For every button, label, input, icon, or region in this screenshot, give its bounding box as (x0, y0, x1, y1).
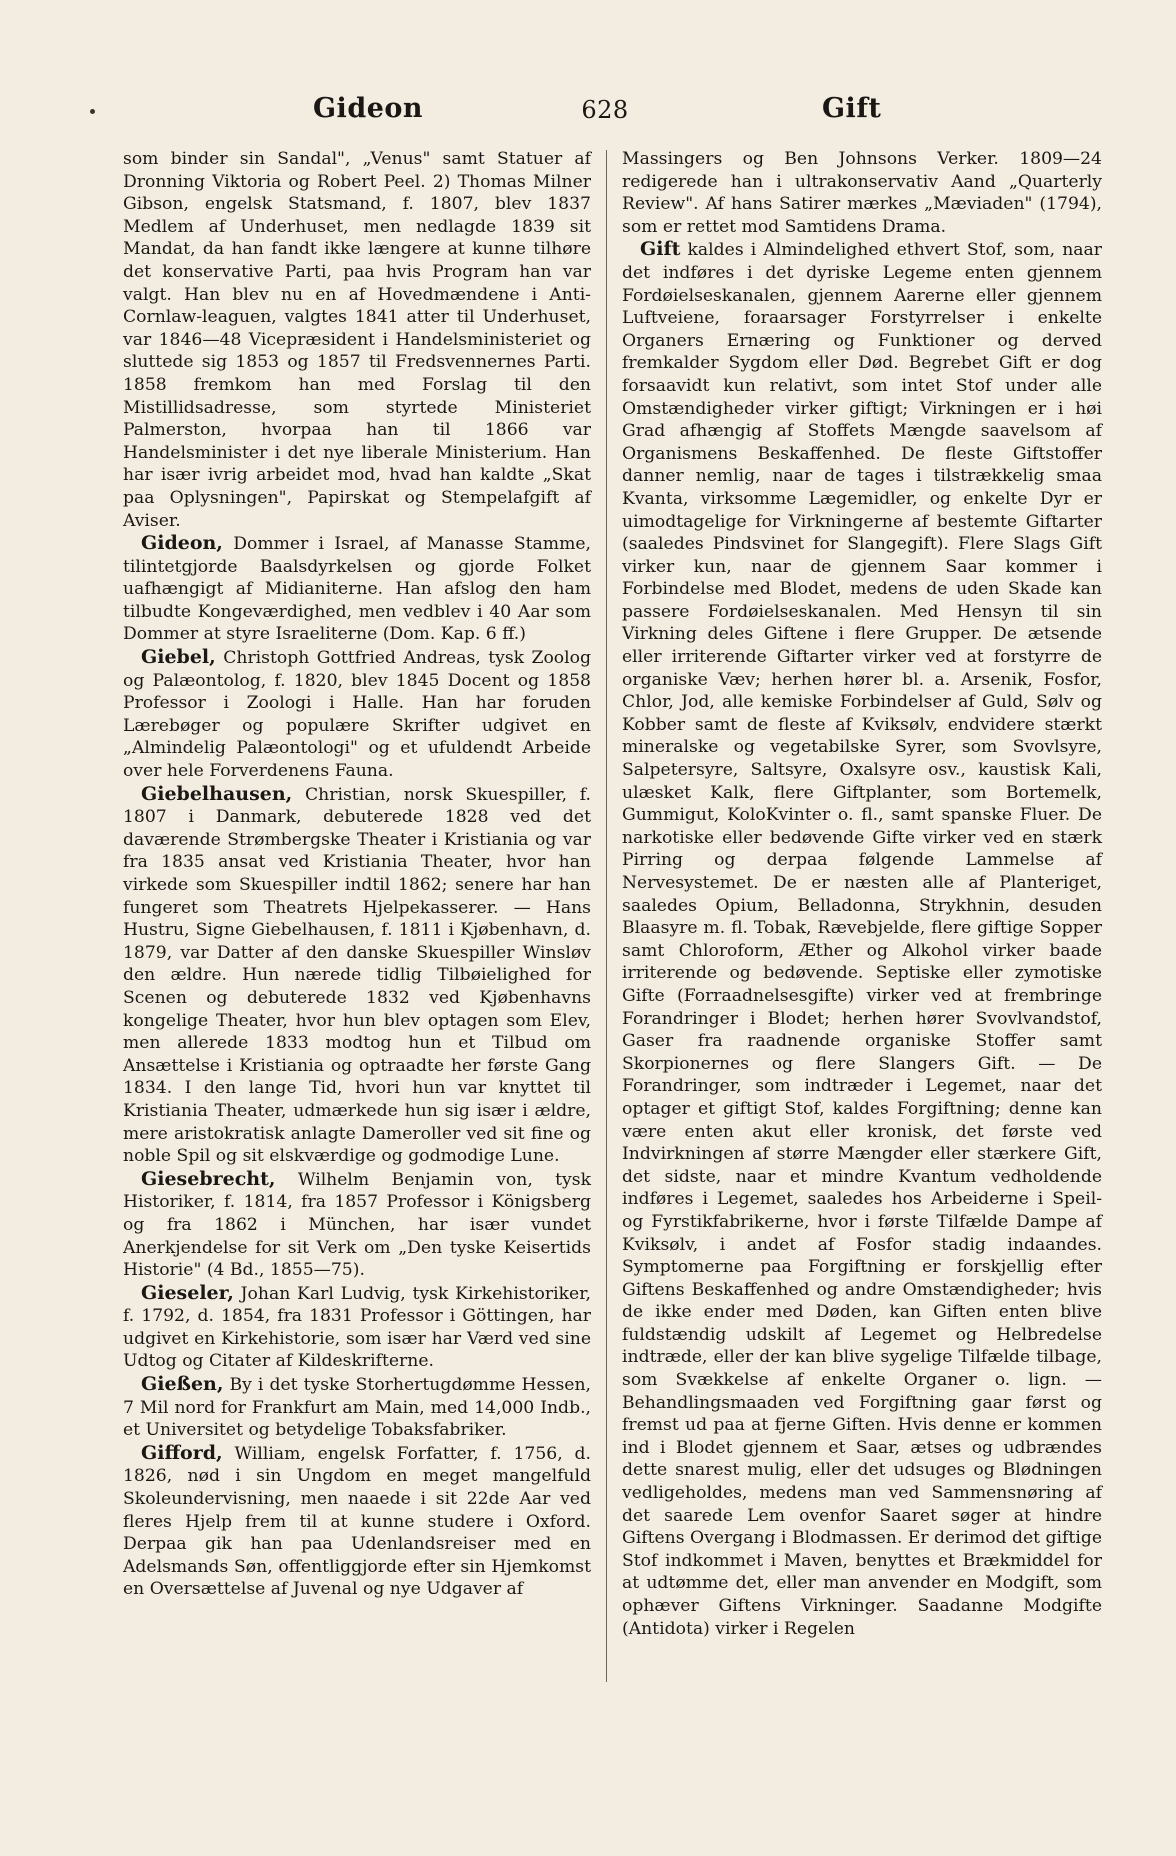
entry-giebel (123, 646, 591, 783)
left-column (123, 148, 591, 1601)
running-head-right: Gift (822, 93, 882, 124)
headword: Gießen, (141, 1373, 224, 1396)
headword: Gideon, (141, 532, 223, 555)
entry-gifford (123, 1442, 591, 1601)
entry-giesebrecht (123, 1168, 591, 1282)
headword: Giebel, (141, 646, 216, 669)
entry-gideon (123, 532, 591, 646)
entry-continuation (123, 148, 591, 532)
entry-body: Massingers og Ben Johnsons Verker. 1809—24 redigerede han i ultrakonservativ Aand „Quarterly Review". Af hans Satirer mærkes „Mæviaden" (1794), som er rettet mod Samtidens Drama. (622, 149, 1102, 237)
headword: Giesebrecht, (141, 1167, 276, 1190)
entry-gift (622, 238, 1102, 1640)
entry-giessen (123, 1373, 591, 1442)
headword: Gifford, (141, 1441, 223, 1464)
entry-body: By i det tyske Storhertugdømme Hessen, 7 Mil nord for Frankfurt am Main, med 14,000 Indb., et Universitet og betydelige Tobaksfabriker. (123, 1375, 591, 1441)
column-divider (606, 150, 607, 1682)
entry-body: Christoph Gottfried Andreas, tysk Zoolog og Palæontolog, f. 1820, blev 1845 Docent og 1858 Professor i Zoologi i Halle. Han har foruden Lærebøger og populære Skrifter udgivet en „Almindelig Palæontologi" og et ufuldendt Arbeide over hele Forverdenens Fauna. (123, 648, 591, 782)
entry-body: Wilhelm Benjamin von, tysk Historiker, f. 1814, fra 1857 Professor i Königsberg og fra 1862 i München, har især vundet Anerkjendelse for sit Verk om „Den tyske Keisertids Historie" (4 Bd., 1855—75). (123, 1169, 591, 1281)
headword: Gieseler, (141, 1281, 234, 1304)
entry-continuation (622, 148, 1102, 238)
entry-body: som binder sin Sandal", „Venus" samt Statuer af Dronning Viktoria og Robert Peel. 2) Thomas Milner Gibson, engelsk Statsmand, f. 1807, blev 1837 Medlem af Underhuset, men nedlagde 1839 sit Mandat, da han fandt ikke længere at kunne tilhøre det konservative Parti, paa hvis Program han var valgt. Han blev nu en af Hovedmændene i Anti-Cornlaw-leaguen, valgtes 1841 atter til Underhuset, var 1846—48 Vicepræsident i Handelsministeriet og sluttede sig 1853 og 1857 til Fredsvennernes Parti. 1858 fremkom han med Forslag til den Mistillidsadresse, som styrtede Ministeriet Palmerston, hvorpaa han til 1866 var Handelsminister i det nye liberale Ministerium. Han har især ivrig arbeidet mod, hvad han kaldte „Skat paa Oplysningen", Papirskat og Stempelafgift af Aviser. (123, 149, 591, 531)
right-column (622, 148, 1102, 1640)
entry-gieseler (123, 1282, 591, 1373)
margin-dot (90, 109, 95, 114)
page-number: 628 (581, 96, 629, 124)
entry-body: Johan Karl Ludvig, tysk Kirkehistoriker, f. 1792, d. 1854, fra 1831 Professor i Göttingen, har udgivet en Kirkehistorie, som især har Værd ved sine Udtog og Citater af Kildeskrifterne. (123, 1283, 591, 1372)
entry-body: Dommer i Israel, af Manasse Stamme, tilintetgjorde Baalsdyrkelsen og gjorde Folket uafhængigt af Midianiterne. Han afslog den ham tilbudte Kongeværdighed, men vedblev i 40 Aar som Dommer at styre Israeliterne (Dom. Kap. 6 ff.) (123, 534, 592, 645)
entry-giebelhausen (123, 783, 591, 1168)
entry-body: William, engelsk Forfatter, f. 1756, d. 1826, nød i sin Ungdom en meget mangelfuld Skoleundervisning, men naaede i sit 22de Aar ved fleres Hjelp frem til at kunne studere i Oxford. Derpaa gik han paa Udenlandsreiser med en Adelsmands Søn, offentliggjorde efter sin Hjemkomst en Oversættelse af Juvenal og nye Udgaver af (123, 1443, 591, 1600)
entry-body: Christian, norsk Skuespiller, f. 1807 i Danmark, debuterede 1828 ved det daværende Strømbergske Theater i Kristiania og var fra 1835 ansat ved Kristiania Theater, hvor han virkede som Skuespiller indtil 1862; senere har han fungeret som Theatrets Hjelpekasserer. — Hans Hustru, Signe Giebelhausen, f. 1811 i Kjøbenhavn, d. 1879, var Datter af den danske Skuespiller Winsløv den ældre. Hun nærede tidlig Tilbøielighed for Scenen og debuterede 1832 ved Kjøbenhavns kongelige Theater, hvor hun blev optagen som Elev, men allerede 1833 modtog hun et Tilbud om Ansættelse i Kristiania og optraadte her første Gang 1834. I den lange Tid, hvori hun var knyttet til Kristiania Theater, udmærkede hun sig især i ældre, mere aristokratisk anlagte Dameroller ved sit fine og noble Spil og sit elskværdige og godmodige Lune. (123, 784, 591, 1167)
headword: Giebelhausen, (141, 782, 293, 805)
headword: Gift (640, 238, 681, 261)
entry-body: kaldes i Almindelighed ethvert Stof, som, naar det indføres i det dyriske Legeme enten gjennem Fordøielseskanalen, gjennem Aarerne eller gjennem Luftveiene, foraarsager Forstyrrelser i enkelte Organers Ernæring og Funktioner og derved fremkalder Sygdom eller Død. Begrebet Gift er dog forsaavidt kun relativt, som intet Stof under alle Omstændigheder virker giftigt; Virkningen er i høi Grad afhængig af Stoffets Mængde saavelsom af Organismens Beskaffenhed. De fleste Giftstoffer danner nemlig, naar de tages i tilstrækkelig smaa Kvanta, virksomme Lægemidler, og enkelte Dyr er uimodtagelige for Virkningerne af bestemte Giftarter (saaledes Pindsvinet for Slangegift). Flere Slags Gift virker kun, naar de gjennem Saar kommer i Forbindelse med Blodet, medens de uden Skade kan passere Fordøielseskanalen. Med Hensyn til sin Virkning deles Giftene i flere Grupper. De ætsende eller irriterende Giftarter virker ved at forstyrre de organiske Væv; herhen hører bl. a. Arsenik, Fosfor, Chlor, Jod, alle kemiske Forbindelser af Guld, Sølv og Kobber samt de fleste af Kviksølv, endvidere stærkt mineralske og vegetabilske Syrer, som Svovlsyre, Salpetersyre, Saltsyre, Oxalsyre osv., kaustisk Kali, ulæsket Kalk, flere Giftplanter, som Bortemelk, Gummigut, KoloKvinter o. fl., samt spanske Fluer. De narkotiske eller bedøvende Gifte virker ved en stærk Pirring og derpaa følgende Lammelse af Nervesystemet. De er næsten alle af Planteriget, saaledes Opium, Belladonna, Strykhnin, desuden Blaasyre m. fl. Tobak, Rævebjelde, flere giftige Sopper samt Chloroform, Æther og Alkohol virker baade irriterende og bedøvende. Septiske eller zymotiske Gifte (Forraadnelsesgifte) virker ved at frembringe Forandringer i Blodet; herhen hører Svovlvandstof, Gaser fra raadnende organiske Stoffer samt Skorpionernes og flere Slangers Gift. — De Forandringer, som indtræder i Legemet, naar det optager et giftigt Stof, kaldes Forgiftning; denne kan være enten akut eller kronisk, det første ved Indvirkningen af større Mængder eller stærkere Gift, det sidste, naar et mindre Kvantum vedholdende indføres i Legemet, saaledes hos Arbeiderne i Speil- og Fyrstikfabrikerne, hvor i første Tilfælde Dampe af Kviksølv, i andet af Fosfor stadig indaandes. Symptomerne paa Forgiftning er forskjellig efter Giftens Beskaffenhed og andre Omstændigheder; hvis de ikke ender med Døden, kan Giften enten blive fuldstændig udskilt af Legemet og Helbredelse indtræde, eller der kan blive sygelige Tilfælde tilbage, som Svækkelse af enkelte Organer o. lign. — Behandlingsmaaden ved Forgiftning gaar først og fremst ud paa at fjerne Giften. Hvis denne er kommen ind i Blodet gjennem et Saar, ætses og udbrændes dette snarest mulig, eller det udsuges og Blødningen vedligeholdes, medens man ved Sammensnøring af det saarede Lem ovenfor Saaret søger at hindre Giftens Overgang i Blodmassen. Er derimod det giftige Stof indkommet i Maven, benyttes et Brækmiddel for at udtømme det, eller man anvender en Modgift, som ophæver Giftens Virkninger. Saadanne Modgifte (Antidota) virker i Regelen (622, 240, 1102, 1639)
running-head-left: Gideon (313, 93, 424, 124)
